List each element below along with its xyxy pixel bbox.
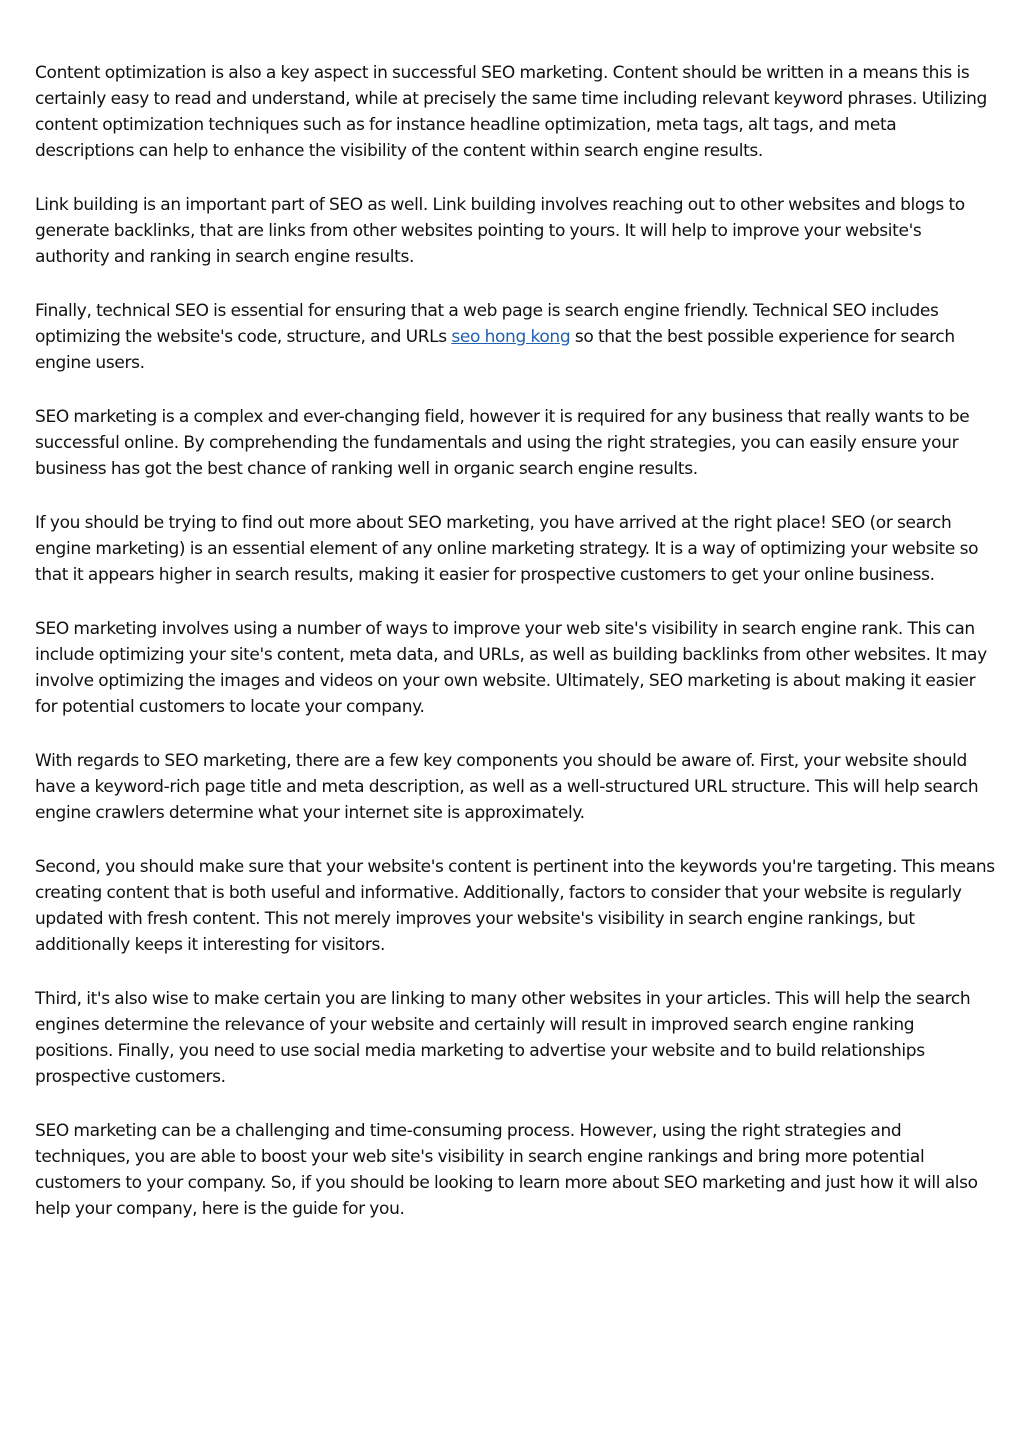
technical-seo-text-after: so that the best possible experience for search engine users. bbox=[35, 327, 955, 373]
paragraph-find-out-more: If you should be trying to find out more about SEO marketing, you have arrived at the right place! SEO (or search engine marketing) is an essential element of any online marketing strategy. It is a way of optimizing your website so that it appears higher in search results, making it easier for prospective customers to get your online business. bbox=[35, 513, 979, 585]
paragraph-complex-field: SEO marketing is a complex and ever-changing field, however it is required for any business that really wants to be successful online. By comprehending the fundamentals and using the right strategies, you can easily ensure your business has got the best chance of ranking well in organic search engine results. bbox=[35, 407, 970, 479]
paragraph-key-components: With regards to SEO marketing, there are a few key components you should be aware of. First, your website should have a keyword-rich page title and meta description, as well as a well-structured URL structure. This will help search engine crawlers determine what your internet site is approximately. bbox=[35, 751, 979, 823]
technical-seo-text-before: Finally, technical SEO is essential for ensuring that a web page is search engine friendly. Technical SEO includes optimizing the website's code, structure, and URLs bbox=[35, 301, 939, 347]
paragraph-technical-seo bbox=[35, 298, 995, 376]
paragraph-second: Second, you should make sure that your website's content is pertinent into the keywords you're targeting. This means creating content that is both useful and informative. Additionally, factors to consider that your website is regularly updated with fresh content. This not merely improves your website's visibility in search engine rankings, but additionally keeps it interesting for visitors. bbox=[35, 857, 995, 955]
paragraph-third: Third, it's also wise to make certain you are linking to many other websites in your articles. This will help the search engines determine the relevance of your website and certainly will result in improved search engine ranking positions. Finally, you need to use social media marketing to advertise your website and to build relationships prospective customers. bbox=[35, 989, 971, 1087]
paragraph-seo-involves: SEO marketing involves using a number of ways to improve your web site's visibility in search engine rank. This can include optimizing your site's content, meta data, and URLs, as well as building backlinks from other websites. It may involve optimizing the images and videos on your own website. Ultimately, SEO marketing is about making it easier for potential customers to locate your company. bbox=[35, 619, 987, 717]
paragraph-conclusion: SEO marketing can be a challenging and time-consuming process. However, using the right strategies and techniques, you are able to boost your web site's visibility in search engine rankings and bring more potential customers to your company. So, if you should be looking to learn more about SEO marketing and just how it will also help your company, here is the guide for you. bbox=[35, 1121, 978, 1219]
document-page bbox=[35, 60, 995, 1250]
paragraph-content-optimization: Content optimization is also a key aspect in successful SEO marketing. Content should be written in a means this is certainly easy to read and understand, while at precisely the same time including relevant keyword phrases. Utilizing content optimization techniques such as for instance headline optimization, meta tags, alt tags, and meta descriptions can help to enhance the visibility of the content within search engine results. bbox=[35, 63, 987, 161]
paragraph-link-building: Link building is an important part of SEO as well. Link building involves reaching out to other websites and blogs to generate backlinks, that are links from other websites pointing to yours. It will help to improve your website's authority and ranking in search engine results. bbox=[35, 195, 965, 267]
seo-hong-kong-link[interactable]: seo hong kong bbox=[451, 327, 571, 347]
